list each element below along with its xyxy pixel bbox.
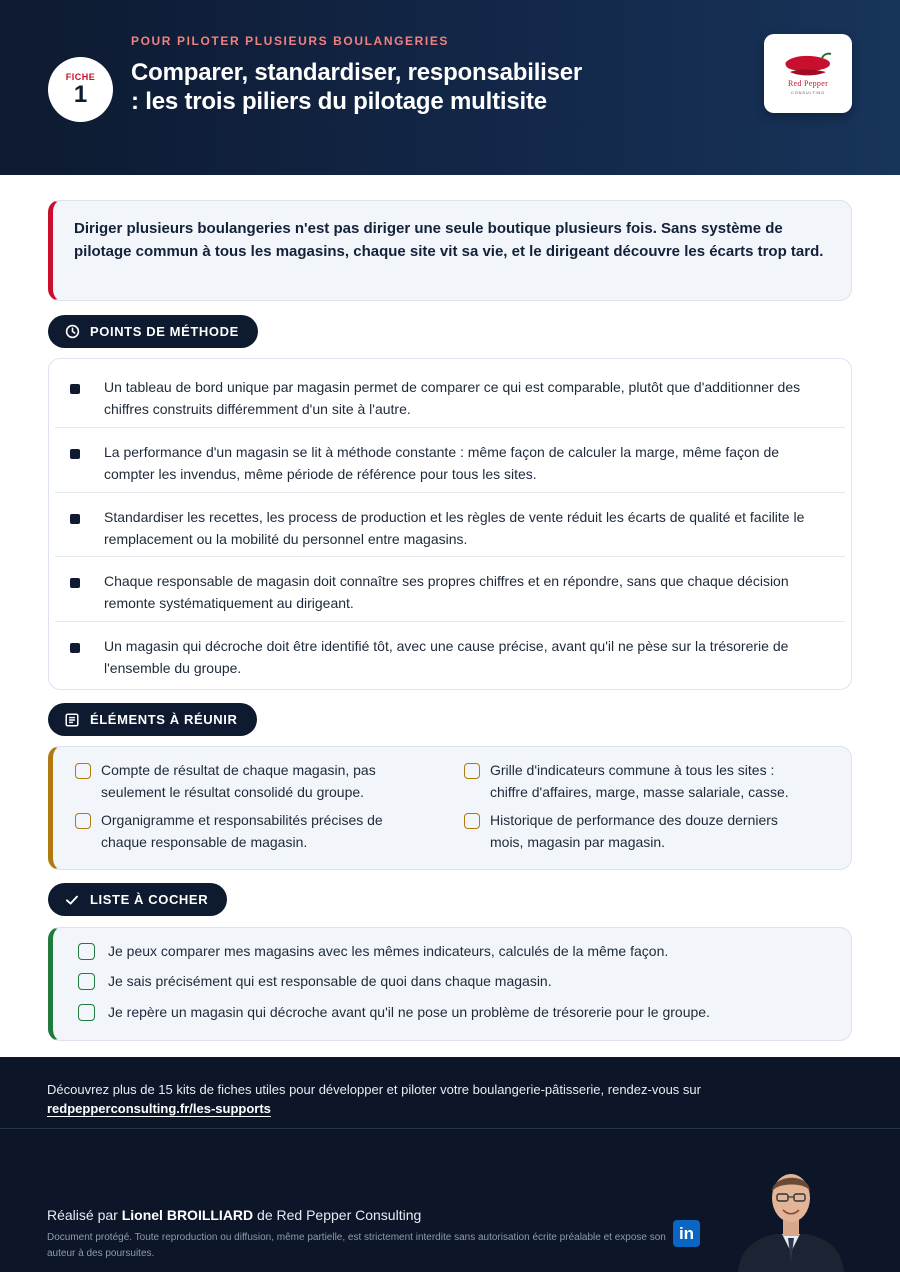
brand-logo (764, 34, 852, 113)
promo-block (47, 1080, 747, 1118)
checklist-item-text: Je peux comparer mes magasins avec les mêmes indicateurs, calculés de la même façon. (108, 943, 669, 959)
legal-notice: Document protégé. Toute reproduction ou diffusion, même partielle, est strictement interdite sans autorisation écrite préalable et expose son auteur à des poursuites. (47, 1232, 666, 1259)
checklist-item-text: Je sais précisément qui est responsable de quoi dans chaque magasin. (108, 973, 552, 989)
section-pill-method (48, 315, 258, 348)
author-name: Lionel BROILLIARD (121, 1207, 254, 1223)
bullet-icon (70, 578, 80, 588)
document-icon (64, 712, 80, 728)
clock-icon (64, 324, 80, 340)
eyebrow-text: POUR PILOTER PLUSIEURS BOULANGERIES (131, 34, 450, 48)
list-item (78, 940, 668, 962)
fiche-label: FICHE (65, 71, 96, 82)
bullet-icon (70, 643, 80, 653)
list-item (55, 428, 845, 493)
section-pill-elements (48, 703, 257, 736)
section-pill-checklist (48, 883, 227, 916)
list-item (78, 970, 552, 992)
method-item-text: Un tableau de bord unique par magasin permet de comparer ce qui est comparable, plutôt que d'additionner des chiffres construits différemment d'un site à l'autre. (104, 379, 801, 417)
section-title-elements: ÉLÉMENTS À RÉUNIR (90, 712, 238, 727)
element-item-text: Grille d'indicateurs commune à tous les sites : chiffre d'affaires, marge, masse salariale, casse. (490, 762, 789, 800)
method-item-text: La performance d'un magasin se lit à méthode constante : même façon de calculer la marge, même façon de compter les invendus, même période de référence pour tous les sites. (104, 444, 780, 482)
page-header (0, 0, 900, 175)
checkbox-icon[interactable] (464, 763, 480, 779)
list-item (55, 493, 845, 557)
method-item-text: Chaque responsable de magasin doit connaître ses propres chiffres et en répondre, sans que chaque décision remonte systématiquement au dirigeant. (104, 573, 789, 611)
elements-box (48, 746, 852, 870)
checkbox-icon[interactable] (75, 813, 91, 829)
list-item (75, 810, 420, 853)
promo-text: Découvrez plus de 15 kits de fiches utiles pour développer et piloter votre boulangerie-pâtisserie, rendez-vous sur (47, 1082, 701, 1097)
list-item (55, 363, 845, 428)
checklist-item-text: Je repère un magasin qui décroche avant qu'il ne pose un problème de trésorerie pour le groupe. (108, 1004, 710, 1020)
list-item (464, 760, 809, 803)
footer-divider (0, 1128, 900, 1129)
credit-prefix: Réalisé par (47, 1207, 118, 1223)
method-item-text: Standardiser les recettes, les process de production et les règles de vente réduit les écarts de qualité et facilite le remplacement ou la mobilité du personnel entre magasins. (104, 509, 805, 547)
list-item (55, 557, 845, 622)
logo-subtitle: CONSULTING (791, 90, 825, 95)
checkbox-icon[interactable] (78, 943, 95, 960)
element-item-text: Compte de résultat de chaque magasin, pas seulement le résultat consolidé du groupe. (101, 762, 376, 800)
linkedin-icon[interactable]: in (673, 1220, 700, 1247)
list-item (78, 1001, 710, 1023)
list-item (75, 760, 420, 803)
checkbox-icon[interactable] (78, 1004, 95, 1021)
element-item-text: Historique de performance des douze derniers mois, magasin par magasin. (490, 812, 778, 850)
list-item (464, 810, 809, 853)
list-item (55, 622, 845, 687)
checkbox-icon[interactable] (75, 763, 91, 779)
section-title-method: POINTS DE MÉTHODE (90, 324, 239, 339)
page-footer (0, 1057, 900, 1272)
supports-link[interactable]: redpepperconsulting.fr/les-supports (47, 1101, 271, 1116)
checkbox-icon[interactable] (464, 813, 480, 829)
page-title: Comparer, standardiser, responsabiliser : les trois piliers du pilotage multisite (131, 59, 583, 115)
section-title-checklist: LISTE À COCHER (90, 892, 209, 907)
method-list (48, 358, 852, 690)
author-credit (47, 1207, 421, 1223)
credit-suffix: de Red Pepper Consulting (257, 1207, 422, 1223)
logo-name: Red Pepper (787, 79, 829, 88)
author-portrait (732, 1152, 850, 1272)
intro-text: Diriger plusieurs boulangeries n'est pas diriger une seule boutique plusieurs fois. Sans système de pilotage commun à tous les magasins, chaque site vit sa vie, et le dirigeant découvre les écarts trop tard. (74, 220, 824, 260)
intro-callout (48, 200, 852, 301)
bullet-icon (70, 449, 80, 459)
element-item-text: Organigramme et responsabilités précises de chaque responsable de magasin. (101, 812, 383, 850)
bullet-icon (70, 514, 80, 524)
pepper-icon (782, 52, 834, 78)
method-item-text: Un magasin qui décroche doit être identifié tôt, avec une cause précise, avant qu'il ne pèse sur la trésorerie de l'ensemble du groupe. (104, 638, 789, 676)
fiche-badge (48, 57, 113, 122)
bullet-icon (70, 384, 80, 394)
fiche-number: 1 (73, 80, 88, 108)
check-icon (64, 892, 80, 908)
checkbox-icon[interactable] (78, 973, 95, 990)
checklist-box (48, 927, 852, 1041)
